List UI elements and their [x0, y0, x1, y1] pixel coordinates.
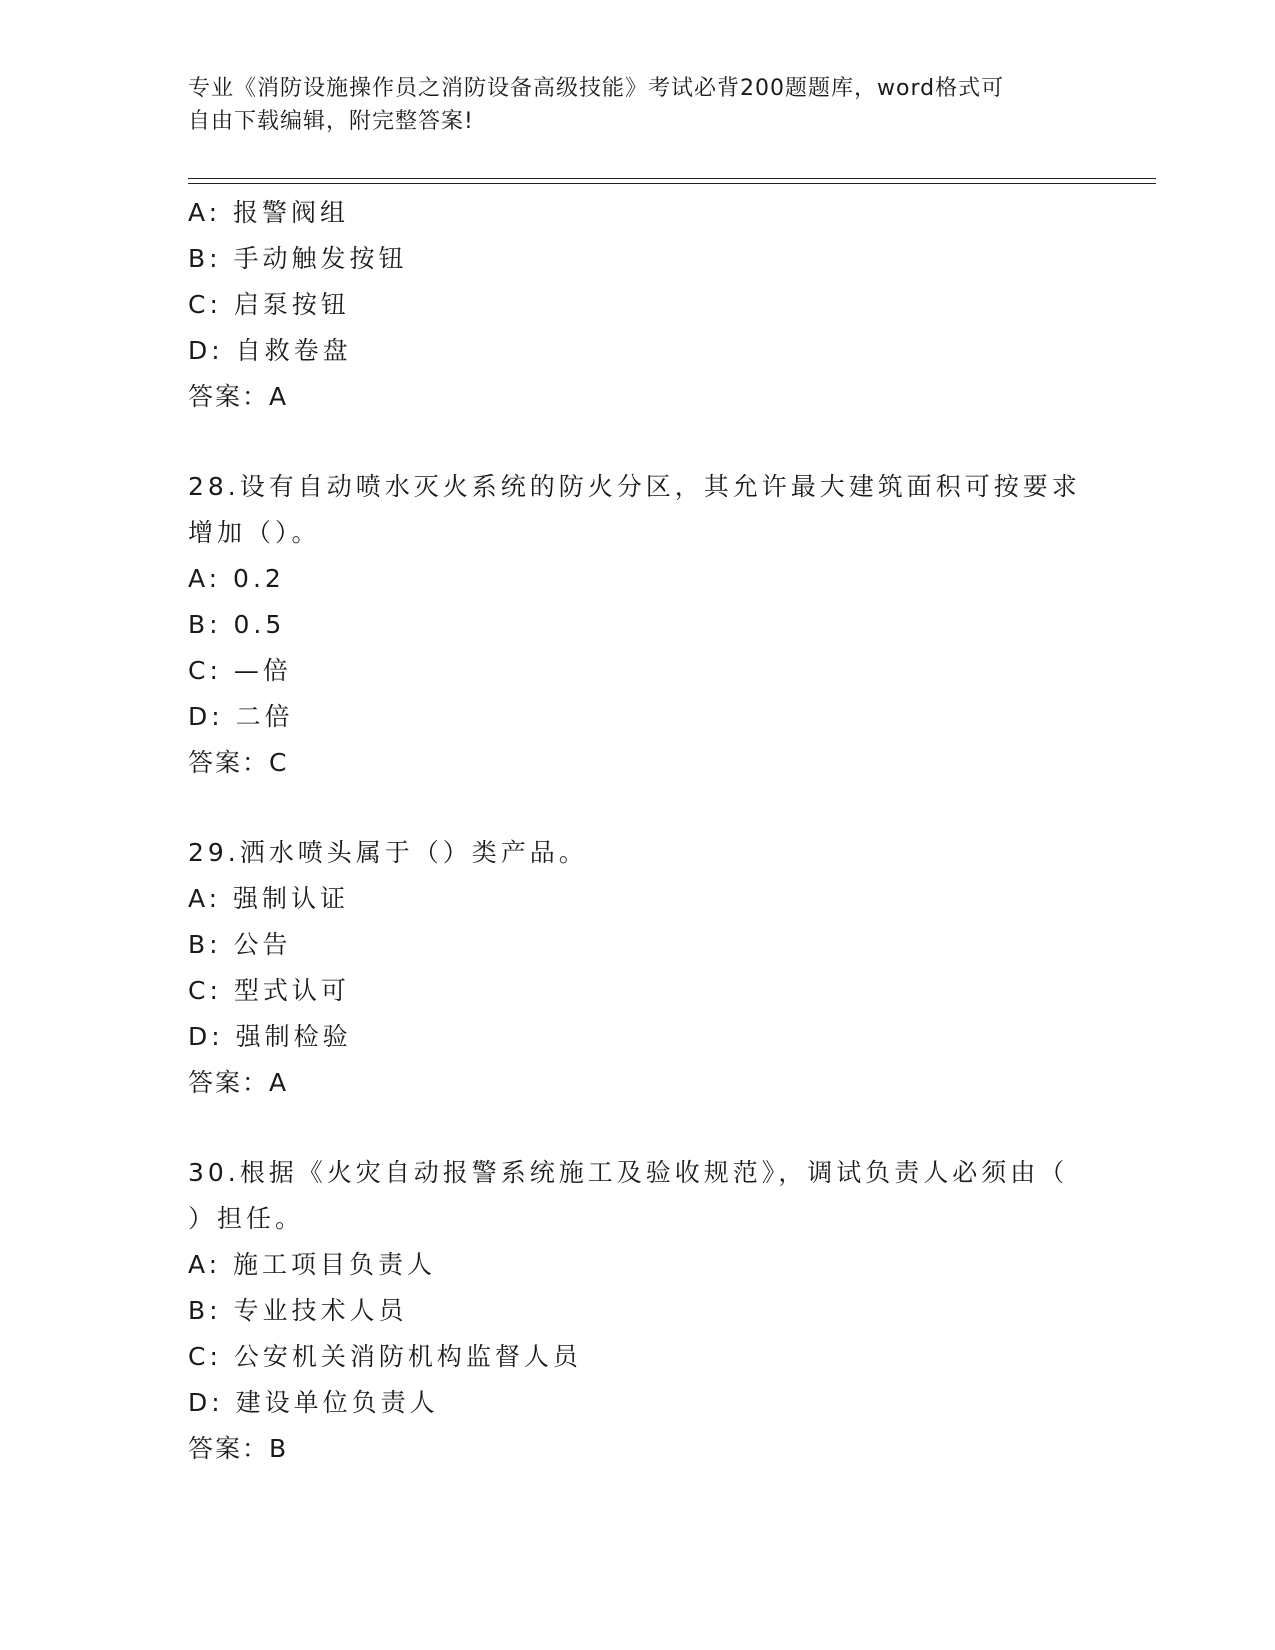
option-d: D: 二倍 — [188, 702, 294, 731]
question-stem-line: 29.洒水喷头属于（）类产品。 — [188, 838, 588, 867]
option-b: B: 0.5 — [188, 610, 286, 639]
option-d: D: 自救卷盘 — [188, 336, 352, 365]
option-a: A: 0.2 — [188, 564, 285, 593]
option-c: C: —倍 — [188, 656, 292, 685]
answer-line: 答案：A — [188, 382, 289, 411]
answer-line: 答案：A — [188, 1068, 289, 1097]
question-list — [188, 190, 1088, 1472]
question-30 — [188, 1150, 1088, 1472]
option-c: C: 公安机关消防机构监督人员 — [188, 1342, 582, 1371]
option-b: B: 手动触发按钮 — [188, 244, 408, 273]
option-a: A: 报警阀组 — [188, 198, 350, 227]
option-d: D: 建设单位负责人 — [188, 1388, 439, 1417]
question-stem-line: ）担任。 — [188, 1204, 305, 1233]
question-29 — [188, 830, 1088, 1106]
header-divider-bottom — [188, 183, 1156, 184]
header-title-line-2: 自由下载编辑，附完整答案! — [188, 109, 474, 134]
document-header — [188, 72, 1068, 138]
option-c: C: 启泵按钮 — [188, 290, 350, 319]
option-d: D: 强制检验 — [188, 1022, 352, 1051]
option-a: A: 强制认证 — [188, 884, 350, 913]
question-stem-line: 增加（）。 — [188, 518, 321, 547]
header-title-line-1: 专业《消防设施操作员之消防设备高级技能》考试必背200题题库，word格式可 — [188, 76, 1005, 101]
question-stem-line: 30.根据《火灾自动报警系统施工及验收规范》，调试负责人必须由（ — [188, 1158, 1069, 1187]
answer-line: 答案：B — [188, 1434, 289, 1463]
header-divider-top — [188, 178, 1156, 179]
question-28 — [188, 464, 1088, 786]
option-b: B: 专业技术人员 — [188, 1296, 408, 1325]
option-b: B: 公告 — [188, 930, 292, 959]
option-a: A: 施工项目负责人 — [188, 1250, 437, 1279]
question-stem-line: 28.设有自动喷水灭火系统的防火分区，其允许最大建筑面积可按要求 — [188, 472, 1081, 501]
answer-line: 答案：C — [188, 748, 289, 777]
question-27-continued — [188, 190, 1088, 420]
option-c: C: 型式认可 — [188, 976, 350, 1005]
